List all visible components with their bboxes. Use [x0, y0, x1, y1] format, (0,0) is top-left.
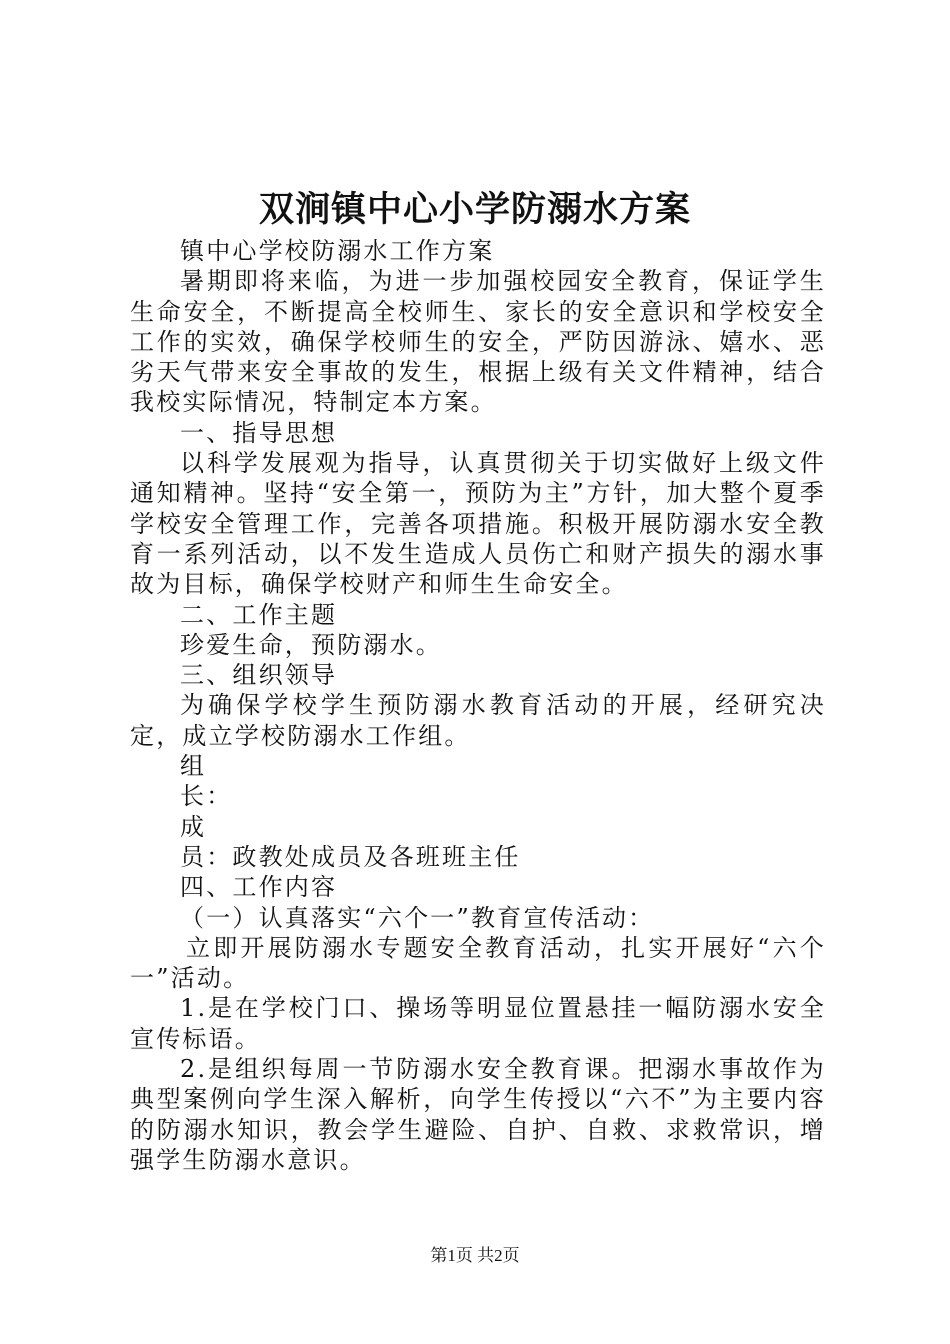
body-paragraph: 2.是组织每周一节防溺水安全教育课。把溺水事故作为典型案例向学生深入解析，向学生传授以“六不”为主要内容的防溺水知识，教会学生避险、自护、自救、求救常识，增强学生防溺水意识。 [130, 1055, 826, 1174]
document-title: 双涧镇中心小学防溺水方案 [258, 189, 691, 230]
body-paragraph: 长： [180, 782, 233, 811]
body-paragraph: 立即开展防溺水专题安全教育活动，扎实开展好“六个一”活动。 [130, 933, 826, 993]
body-paragraph: 珍爱生命，预防溺水。 [180, 630, 442, 659]
body-paragraph: 员：政教处成员及各班班主任 [180, 842, 521, 871]
body-paragraph: 二、工作主题 [180, 600, 338, 629]
body-paragraph: 为确保学校学生预防溺水教育活动的开展，经研究决定，成立学校防溺水工作组。 [130, 691, 826, 750]
body-paragraph: 组 [180, 752, 207, 781]
body-paragraph: 四、工作内容 [180, 873, 338, 902]
body-paragraph: 镇中心学校防溺水工作方案 [180, 237, 495, 265]
page-footer: 第1页 共2页 [430, 1246, 520, 1265]
body-paragraph: 三、组织领导 [180, 661, 338, 690]
body-paragraph: 以科学发展观为指导，认真贯彻关于切实做好上级文件通知精神。坚持“安全第一，预防为主”方针，加大整个夏季学校安全管理工作，完善各项措施。积极开展防溺水安全教育一系列活动，以不发生造成人员伤亡和财产损失的溺水事故为目标，确保学校财产和师生生命安全。 [130, 449, 826, 599]
body-paragraph: 成 [180, 812, 207, 841]
body-paragraph: 1.是在学校门口、操场等明显位置悬挂一幅防溺水安全宣传标语。 [130, 994, 826, 1053]
document-body [130, 236, 826, 1175]
body-paragraph: 暑期即将来临，为进一步加强校园安全教育，保证学生生命安全，不断提高全校师生、家长的安全意识和学校安全工作的实效，确保学校师生的安全，严防因游泳、嬉水、恶劣天气带来安全事故的发生，根据上级有关文件精神，结合我校实际情况，特制定本方案。 [130, 267, 826, 417]
body-paragraph: （一）认真落实“六个一”教育宣传活动： [180, 903, 655, 932]
body-paragraph: 一、指导思想 [180, 418, 338, 447]
